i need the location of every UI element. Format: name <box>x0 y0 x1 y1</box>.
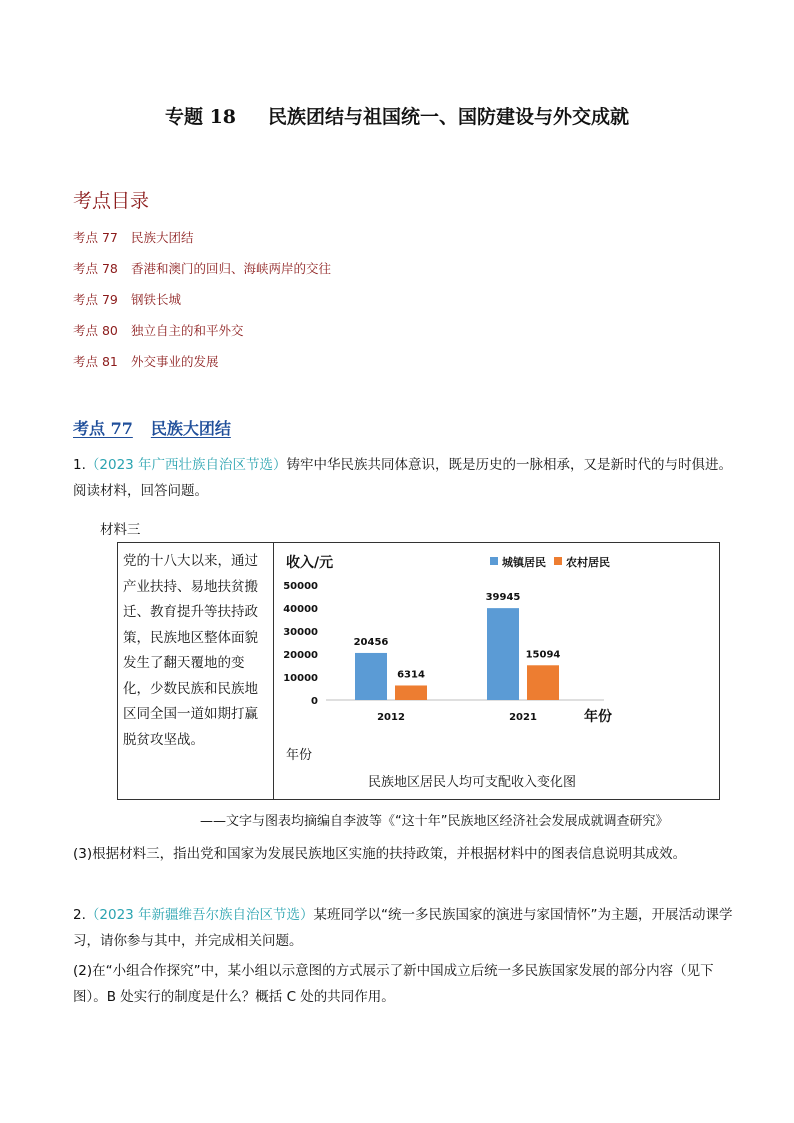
extra-year-label: 年份 <box>286 748 313 763</box>
question-1-text <box>73 452 733 504</box>
toc-item-label: 香港和澳门的回归、海峡两岸的交往 <box>131 261 332 276</box>
toc-item-num: 考点 78 <box>73 261 118 276</box>
x-axis-label: 年份 <box>584 709 612 725</box>
toc-item-num: 考点 81 <box>73 354 118 369</box>
question-2-sub2: (2)在“小组合作探究”中，某小组以示意图的方式展示了新中国成立后统一多民族国家发展的部分内容（见下图）。B 处实行的制度是什么？概括 C 处的共同作用。 <box>73 963 714 1005</box>
bar-rural-2021 <box>527 665 559 700</box>
section-num: 考点 77 <box>73 419 133 438</box>
legend-swatch <box>554 557 562 565</box>
toc-heading: 考点目录 <box>73 190 150 212</box>
bar-data-label: 15094 <box>525 649 561 661</box>
toc-item-num: 考点 77 <box>73 230 118 245</box>
material-credit: ——文字与图表均摘编自李波等《“这十年”民族地区经济社会发展成就调查研究》 <box>200 814 669 829</box>
section-heading[interactable] <box>73 416 231 439</box>
toc-item-label: 民族大团结 <box>131 230 194 245</box>
bar-urban-2021 <box>487 608 519 700</box>
legend-swatch <box>490 557 498 565</box>
question-2-text <box>73 902 733 954</box>
bar-rural-2012 <box>395 685 427 700</box>
bar-urban-2012 <box>355 653 387 700</box>
y-tick-label: 30000 <box>283 627 318 638</box>
y-axis-label: 收入/元 <box>286 555 334 571</box>
page-title <box>0 102 794 129</box>
question-1-source: （2023 年广西壮族自治区节选） <box>85 457 287 473</box>
y-tick-label: 50000 <box>283 581 318 592</box>
bar-data-label: 6314 <box>397 669 425 681</box>
y-tick-label: 20000 <box>283 650 318 661</box>
toc-item-num: 考点 79 <box>73 292 118 307</box>
bar-data-label: 39945 <box>485 592 521 604</box>
question-2-body: 某班同学以“统一多民族国家的演进与家国情怀”为主题，开展活动课学习，请你参与其中，并完成相关问题。 <box>73 907 733 949</box>
bar-data-label: 20456 <box>353 636 389 648</box>
material-label: 材料三 <box>100 522 141 538</box>
y-tick-label: 40000 <box>283 604 318 615</box>
x-tick-label: 2021 <box>509 712 537 723</box>
question-1-index: 1. <box>73 457 86 473</box>
question-2-source: （2023 年新疆维吾尔族自治区节选） <box>85 907 314 923</box>
box-divider <box>273 543 274 799</box>
chart-caption: 民族地区居民人均可支配收入变化图 <box>368 775 577 790</box>
y-tick-label: 0 <box>311 696 318 707</box>
toc-item[interactable] <box>73 290 181 308</box>
material-box-text: 党的十八大以来，通过产业扶持、易地扶贫搬迁、教育提升等扶持政策，民族地区整体面貌发生了翻天覆地的变化，少数民族和民族地区同全国一道如期打赢脱贫攻坚战。 <box>123 553 258 748</box>
legend-label: 农村居民 <box>566 556 610 569</box>
x-tick-label: 2012 <box>377 712 405 723</box>
toc-item[interactable] <box>73 228 194 246</box>
toc-item-label: 钢铁长城 <box>131 292 182 307</box>
section-label: 民族大团结 <box>150 419 231 438</box>
toc-item-label: 独立自主的和平外交 <box>131 323 244 338</box>
title-topic: 专题 18 <box>164 106 237 128</box>
y-tick-label: 10000 <box>283 673 318 684</box>
question-2-index: 2. <box>73 907 86 923</box>
toc-item-num: 考点 80 <box>73 323 118 338</box>
legend-label: 城镇居民 <box>502 556 546 569</box>
income-chart <box>278 545 718 765</box>
toc-item[interactable] <box>73 352 219 370</box>
toc-item-label: 外交事业的发展 <box>131 354 219 369</box>
question-1-body: 铸牢中华民族共同体意识，既是历史的一脉相承，又是新时代的与时俱进。阅读材料，回答问题。 <box>73 457 733 499</box>
title-text: 民族团结与祖国统一、国防建设与外交成就 <box>268 106 630 128</box>
toc-item[interactable] <box>73 321 244 339</box>
toc-item[interactable] <box>73 259 331 277</box>
material-box <box>117 542 720 800</box>
question-1-sub3: (3)根据材料三，指出党和国家为发展民族地区实施的扶持政策，并根据材料中的图表信息说明其成效。 <box>73 846 687 862</box>
